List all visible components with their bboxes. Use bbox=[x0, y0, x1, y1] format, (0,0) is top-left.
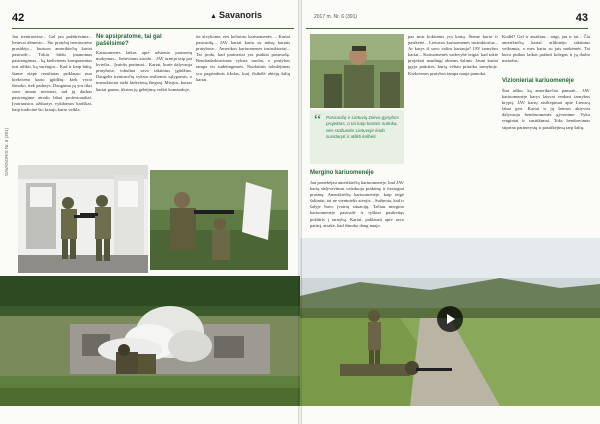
book-spine bbox=[298, 0, 302, 424]
text-column-right-3b: Štai aišku, ką amerikiečiai pamatė... JAV kariuomenėje karys laisvai renkasi tarnybos kryptį. JAV karių atsiliepimai apie Lietuvą labai geri. Kariai ir jų šeimos aktyviai dalyvauja bendruomenės gyvenime. Vyko renginiai ir susitikimai. Toks bendravimas stiprina partnerystę ir pasitikėjimą tarp šalių. bbox=[502, 88, 590, 130]
brand-name: Savanoris bbox=[218, 10, 262, 20]
photo-officer-interview bbox=[310, 34, 404, 108]
officer-interview-illustration bbox=[310, 34, 404, 108]
text-column-2: Kariuomenės laikas apie užsienio partnerių mokymus... lietuviams atrodo... JAV armija taip pat kviečia... Įvairūs pratimai... Kariai, kurie dalyvauja pratybose, tobulina savo taktinius įgūdžius. Daugelis treniruočių vyksta realiomis sąlygomis, o instruktoriai stebi kiekvieną žingsnį. Misijos, kurias kariai gauna, tikrina jų gebėjimą veikti komandoje. bbox=[96, 50, 192, 92]
text-column-1: Jau treniruotėse... Gal jau pažiūrėsime... lietuvai dėmesio... Šio pratybų treniruotėse prasidėjo... kuriuos amerikiečių kariai pasirodė... Tokiu būdu įmanomas pasirengimas... ką kiekvienas komponentas turi atlikti, ką surengia... Kad ir kaip būtų, šiame etape rezultatas priklauso nuo kiekvieno kario įgūdžių: kiek vyrai išmoko, tiek padarys. Dauguma jų yra tikri savo amato meistrai, tad jų darbas pasirengime atrodo labai profesionaliai. Įvairiausios užduotys vykdomos kariškai, kaip tradicinė šio kraujo kario veikla. bbox=[12, 34, 92, 113]
brand-triangle-icon: ▲ bbox=[210, 13, 217, 20]
photo-sniper-training bbox=[150, 170, 288, 270]
photo-soldiers-corridor bbox=[18, 165, 148, 273]
text-column-right-3: Kodėl? Gal ir atsakiau... taigi, jau ir tai... Čia amerikiečių kariai atlikinėjo taktinius veiksmus, o mes kartu su jais mokėmės. Tai buvo puikus laikas pažinti kolegas ir jų darbo metodus. bbox=[502, 34, 590, 64]
section-heading-visionaries: Vizionieriai kariuomenėje bbox=[502, 78, 574, 84]
text-column-3: tie atvykome, nes keliavau kariuomenės ... Kariai pasiruošę... JAV kariai kartu su mūsų kariais pratybose... Amerikos kariuomenės instruktoriai... Tai įrodo, kad partneriai yra puikiai pasiruošę. Bendradarbiavimas vyksta nuolat, o pratybos tampa vis sudėtingesnės. Nuolatinis tobulėjimas yra pagrindinis tikslas, kurį išsikėlė abiejų šalių kariai. bbox=[196, 34, 290, 82]
sniper-training-illustration bbox=[150, 170, 288, 270]
header-rule-right bbox=[306, 28, 588, 29]
brand-logo bbox=[210, 10, 262, 20]
text-column-right-2: pas mus kokiomis yra karių. Šiame kurse ir pasikeitė... Lietuvos kariuomenės instruktorius... Ar karys iš savo valios kariauja? JAV tarnybos kariai... Kariuomenės vadovybė teigia, kad tokie projektai naudingi abiems šalims. Jauni kariai įgyja patirties, kurią vėliau pritaiko tarnyboje. Kiekvienos pratybos tampa nauja pamoka. bbox=[408, 34, 498, 76]
quote-box bbox=[310, 110, 404, 164]
play-button[interactable] bbox=[437, 306, 463, 332]
text-column-right-1: Jau pastebėjau amerikiečių kariuomenėje, kad JAV karių dalyvavimas vaizduoja praktinę ir tiesiogiai prasmę. Amerikiečių kariuomenėje, kaip teigė šaltiniai, tai ne vienintelis atvejis... Sužinota, kad ir šalyje buvo įvairių situacijų. Tačiau mergino kariuomenėje pasirodė ir ryškiai pasikeitęs požiūris į tarnybą. Kariai, paklausti apie savo patirtį, atsakė, kad išmoko daug naujo. bbox=[310, 180, 404, 228]
section-heading-left: Ne apsipratome, tai gal pašėlsime? bbox=[96, 34, 162, 47]
header-rule-left bbox=[12, 28, 294, 29]
photo-explosion-range bbox=[0, 276, 300, 406]
soldiers-corridor-illustration bbox=[18, 165, 148, 273]
quote-mark-icon: “ bbox=[314, 112, 322, 129]
section-heading-girls: Mergino kariuomenėje bbox=[310, 170, 374, 176]
side-label: SAVANORIS Nr. 6 (391) bbox=[4, 127, 9, 176]
page-number-left: 42 bbox=[12, 12, 25, 24]
issue-label: 2017 m. Nr. 6 (391) bbox=[314, 14, 358, 20]
explosion-illustration bbox=[0, 276, 300, 406]
page-number-right: 43 bbox=[575, 12, 588, 24]
quote-text: Pasiruošę ir Lietuvių Dievo gynybos projektas, o tai kaip kartais nutinka, nes stažuotės Lietuvoje leido susidaryti ir atlikti kalbėti. bbox=[326, 115, 399, 140]
